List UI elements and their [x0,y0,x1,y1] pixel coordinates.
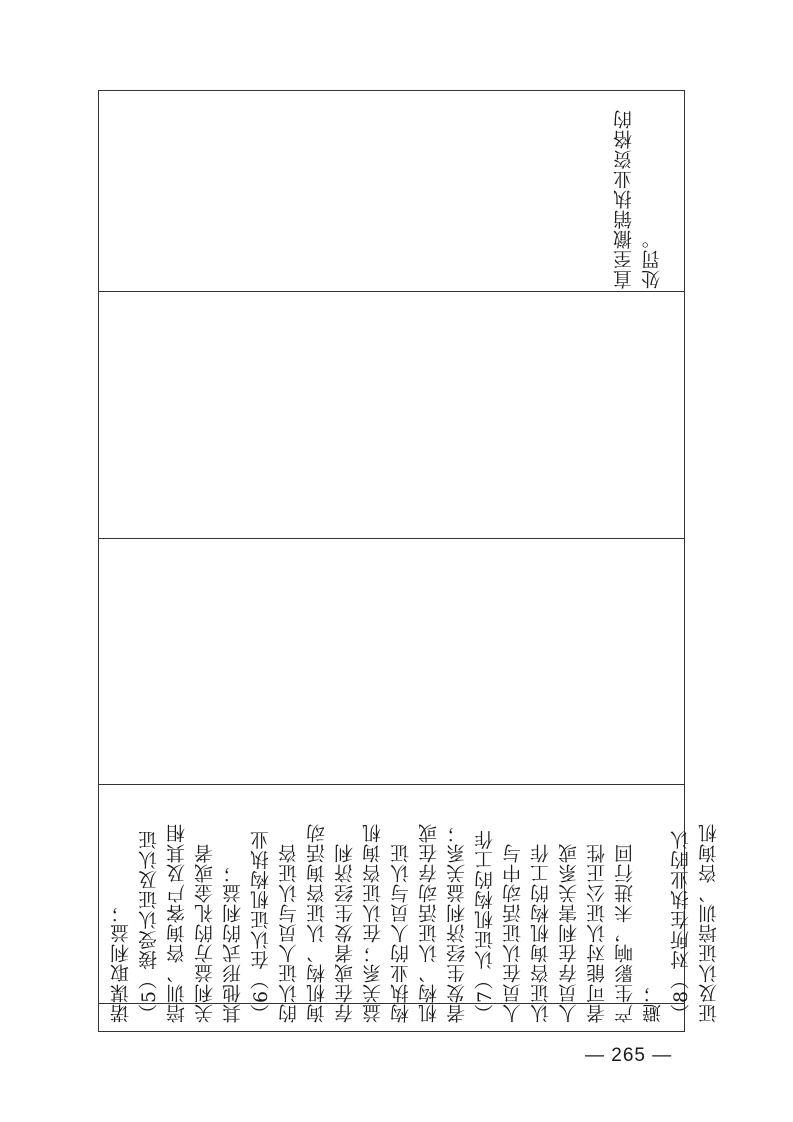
text-line: 人员存在利害关系或 [558,843,580,1023]
text-line: 证及认证培训、咨询机 [698,823,720,1023]
text-line: （8）对所在执业的认 [670,829,692,1023]
text-line: 者可能对认证公正性 [586,843,608,1023]
text-line: 的认证人员与认证咨 [278,843,300,1023]
text-line: （5）接受认证及认证 [138,829,160,1023]
text-line: 认证咨询机构的工作 [530,843,552,1023]
text-line: 人员在认证活动中与 [502,843,524,1023]
row-divider [99,784,684,785]
row-divider [99,291,684,292]
row-divider [99,538,684,539]
text-line: 者发生经济利益关系； [446,823,468,1023]
cell-text-top [610,99,666,289]
text-line: 直至撤销执业资格的 [613,109,635,289]
text-line: 避； [642,983,664,1023]
text-line: 构执业的人员与认证 [390,843,412,1023]
text-line: （7）认证机构的工作 [474,829,496,1023]
text-line: 产生影响，未进行回 [614,843,636,1023]
table [98,90,720,1032]
text-line: 存在或者发生经济利 [334,843,356,1023]
text-line: 益关系；在认证咨询机 [362,823,384,1023]
text-line: 其他形式的利益； [222,863,244,1023]
text-line: 培训、咨询客户及其相 [166,823,188,1023]
text-line: 诺谋取利益； [110,903,132,1023]
page-number: — 265 — [585,1045,673,1066]
text-line: 关利益方的礼金或者 [194,843,216,1023]
text-line: 处罚。 [641,229,663,289]
text-line: 询机构、认证咨询活动 [306,823,328,1023]
cell-text-bottom [107,791,723,1023]
text-line: （6）在认证机构执业 [250,829,272,1023]
text-line: 机构、认证活动存在或 [418,823,440,1023]
